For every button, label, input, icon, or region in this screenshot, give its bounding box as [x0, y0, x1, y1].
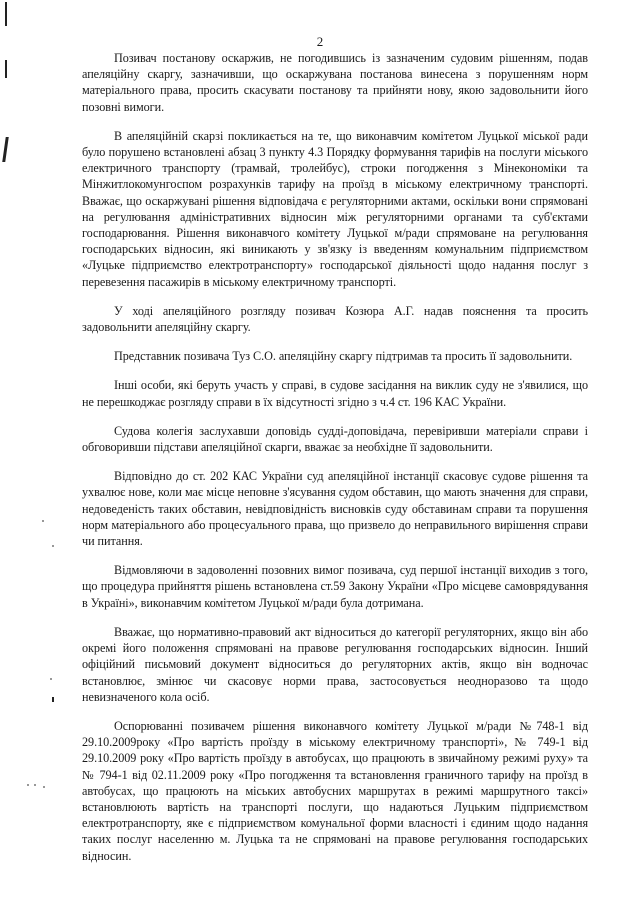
scan-dot: [27, 784, 29, 786]
scan-dot: [42, 520, 44, 522]
scan-mark: [5, 2, 7, 26]
paragraph-appeal-filed: Позивач постанову оскаржив, не погодившись із зазначеним судовим рішенням, подав апеляційну скаргу, зазначивши, що оскаржувана постанова винесена з порушенням норм матеріального права, просить скасувати постанову та прийняти нову, якою задовольнити його позовні вимоги.: [82, 51, 588, 114]
scan-dot: [34, 784, 36, 786]
paragraph-first-instance: Відмовляючи в задоволенні позовних вимог позивача, суд першої інстанції виходив з того, що процедура прийняття рішень встановлена ст.59 Закону України «Про місцеве самоврядування в Україні», виконавчим комітетом Луцької м/ради була дотримана.: [82, 563, 588, 610]
paragraph-appeal-arguments: В апеляційній скарзі покликається на те, що виконавчим комітетом Луцької міської ради було порушено встановлені абзац 3 пункту 4.3 Порядку формування тарифів на послуги міського електричного транспорту (трамвай, тролейбус), строки погодження з Мінекономіки та Мінжитлокомунгоспом розрахунків тарифу на проїзд в міському електричному транспорті. Вважає, що оскаржувані рішення відповідача є регуляторними актами, оскільки вони спрямовані на регулювання адміністративних відносин між регуляторними органами та суб'єктами господарювання. Рішення виконавчого комітету Луцької м/ради спрямоване на регулювання господарських відносин, які виникають у зв'язку із введенням комунальним підприємством «Луцьке підприємство електротранспорту» господарської діяльності щодо надання послуг з перевезення пасажирів в міському електричному транспорті.: [82, 128, 588, 289]
scan-dot: [52, 545, 54, 547]
paragraph-article-202: Відповідно до ст. 202 КАС України суд апеляційної інстанції скасовує судове рішення та ухвалює нове, коли має місце неповне з'ясування судом обставин, що мають значення для справи, недоведеність таких обставин, невідповідність висновків суду обставинам справи та порушення норм матеріального або процесуального права, що призвело до неправильного вирішення справи чи питання.: [82, 469, 588, 549]
document-body: [82, 50, 588, 877]
scan-mark: [5, 60, 7, 78]
page-number: 2: [316, 34, 324, 49]
scan-dot: [50, 678, 52, 680]
scan-dot: [43, 786, 45, 788]
paragraph-other-persons: Інші особи, які беруть участь у справі, в судове засідання на виклик суду не з'явилися, що не перешкоджає розгляду справи в їх відсутності згідно з ч.4 ст. 196 КАС України.: [82, 378, 588, 409]
paragraph-panel-decision: Судова колегія заслухавши доповідь судді-доповідача, перевіривши матеріали справи і обговоривши підстави апеляційної скарги, вважає за необхідне її задовольнити.: [82, 423, 588, 455]
paragraph-regulatory-act: Вважає, що нормативно-правовий акт відноситься до категорії регуляторних, якщо він або окремі його положення спрямовані на правове регулювання господарських відносин. Інший офіційний письмовий документ відноситься до регуляторних актів, якщо він водночас встановлює, змінює чи скасовує норми права, застосовується неодноразово та щодо невизначеного кола осіб.: [82, 624, 588, 704]
paragraph-contested-decisions: Оспорюванні позивачем рішення виконавчого комітету Луцької м/ради №748-1 від 29.10.2009року «Про вартість проїзду в міському електричному транспорті», № 749-1 від 29.10.2009 року «Про вартість проїзду в автобусах, що працюють в звичайному режимі руху» та № 794-1 від 02.11.2009 року «Про погодження та встановлення граничного тарифу на проїзд в автобусах, що працюють на міських автобусних маршрутах в режимі маршрутного таксі» встановлюють вартість на транспорті послуги, що надаються Луцьким підприємством електротранспорту, яке є підприємством комунальної форми власності і єдиним щодо надання таких послуг населенню м. Луцька та не спрямовані на правове регулювання господарських відносин.: [82, 718, 588, 863]
scan-mark: [2, 137, 9, 162]
paragraph-representative: Представник позивача Туз С.О. апеляційну скаргу підтримав та просить її задовольнити.: [114, 349, 573, 364]
scan-mark: [52, 697, 54, 702]
paragraph-plaintiff-explanation: У ході апеляційного розгляду позивач Козюра А.Г. надав пояснення та просить задовольнити апеляційну скаргу.: [82, 303, 588, 335]
